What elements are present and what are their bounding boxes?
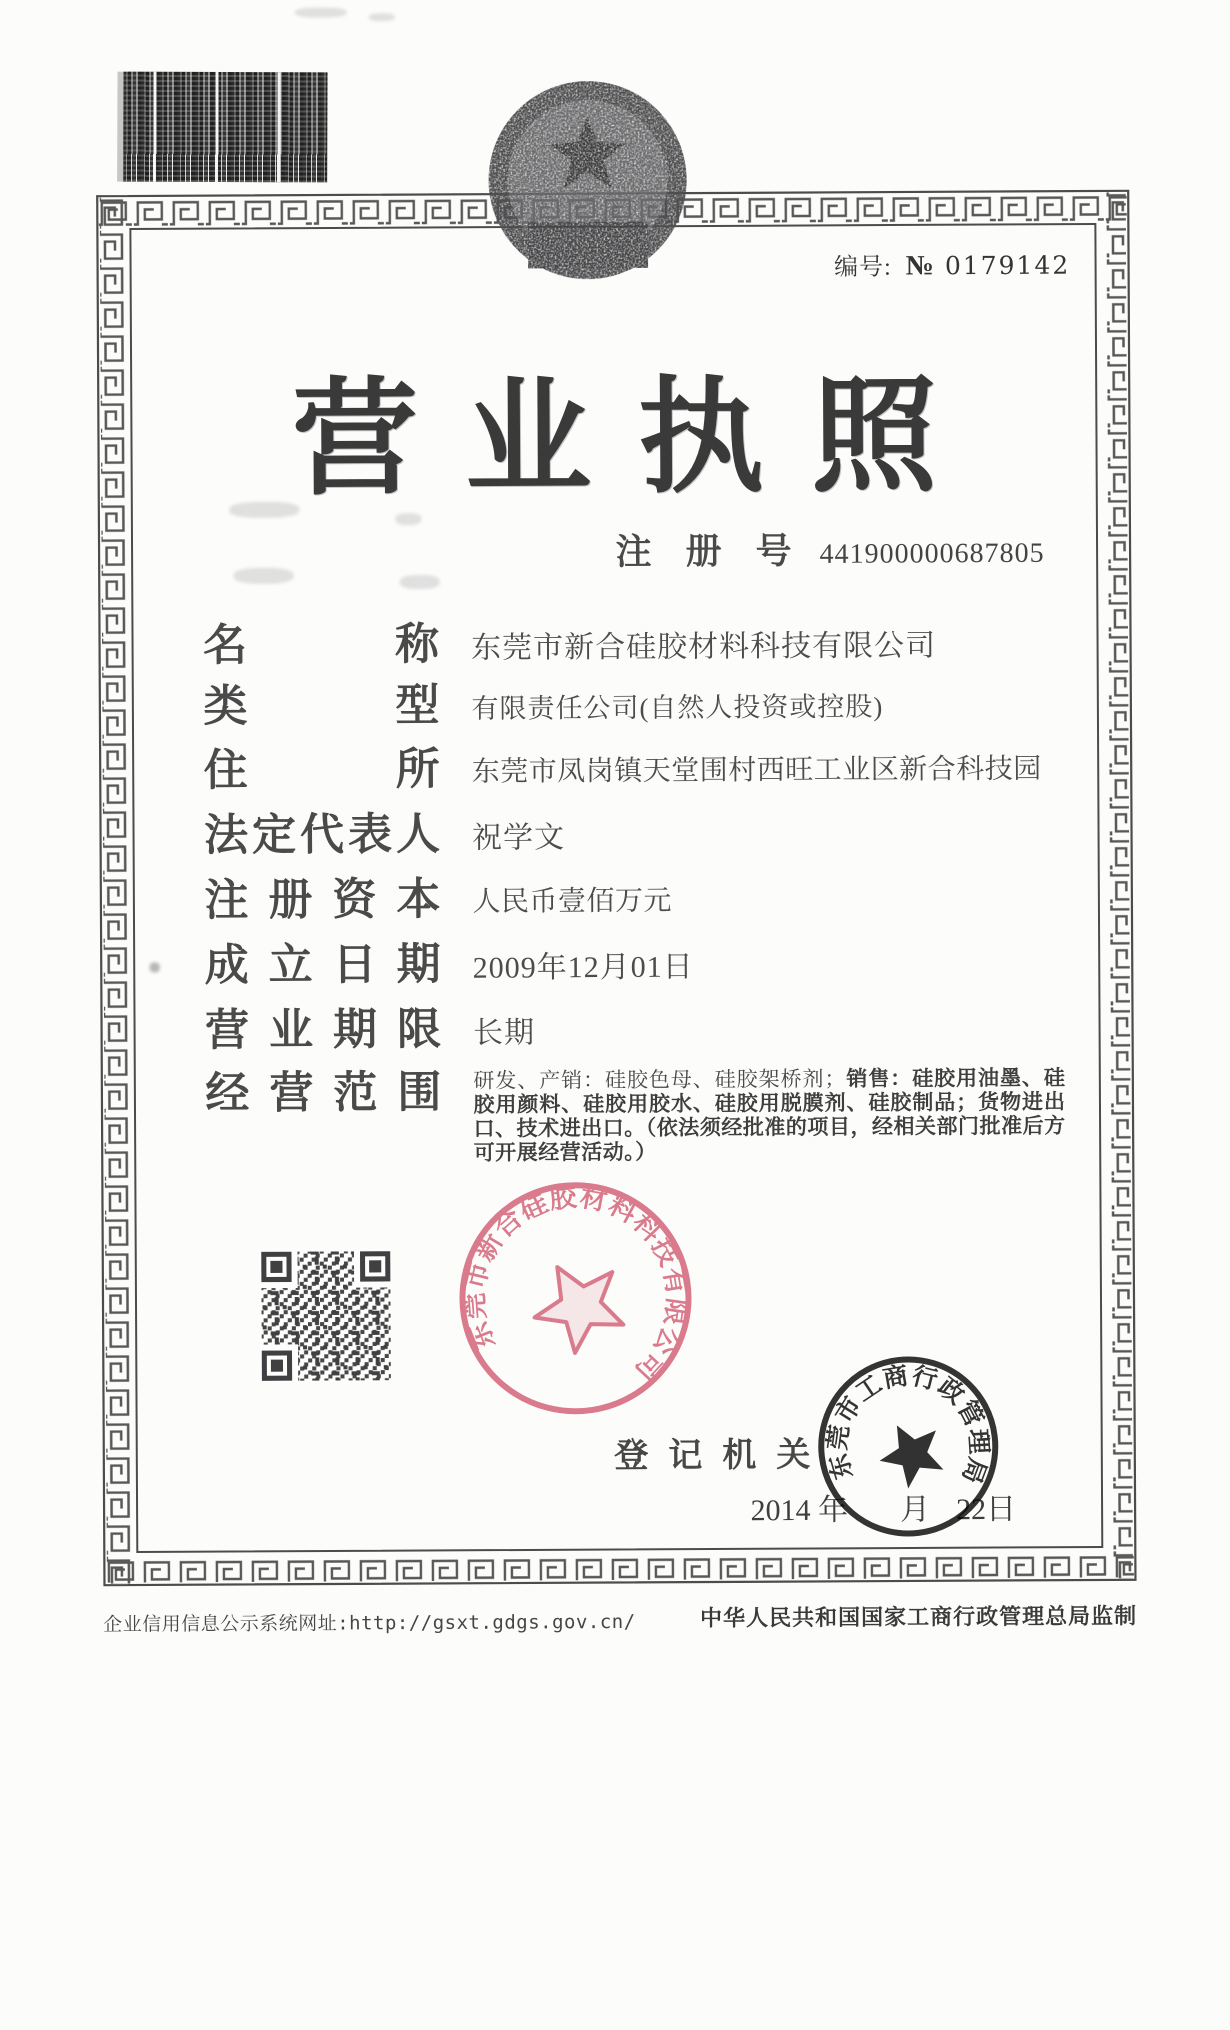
seal-star-icon xyxy=(518,1244,638,1361)
company-seal xyxy=(449,1172,702,1425)
field-value: 长期 xyxy=(473,1016,536,1050)
registration-number-label: 注册号 xyxy=(615,531,792,572)
field-value: 东莞市新合硅胶材料科技有限公司 xyxy=(470,629,937,665)
field-label: 成立日期 xyxy=(204,939,441,991)
serial-number: 0179142 xyxy=(944,250,1071,281)
scan-smudge xyxy=(369,13,395,21)
field-label: 营业期限 xyxy=(204,1004,442,1056)
scope-part1: 研发、产销：硅胶色母、硅胶架桥剂； xyxy=(473,1066,846,1093)
field-value: 有限责任公司(自然人投资或控股) xyxy=(471,691,884,724)
issue-date-year: 2014 年 xyxy=(750,1493,849,1528)
field-value: 2009年12月01日 xyxy=(472,950,694,985)
scan-smudge xyxy=(295,7,347,17)
national-emblem-icon xyxy=(485,76,691,297)
field-value: 人民币壹佰万元 xyxy=(472,885,673,918)
field-label: 住所 xyxy=(203,744,440,796)
registry-stamp xyxy=(812,1350,1005,1543)
registrar-label: 登记机关 xyxy=(614,1436,811,1476)
field-value: 祝学文 xyxy=(471,821,566,855)
field-value: 东莞市凤岗镇天堂围村西旺工业区新合科技园 xyxy=(471,753,1042,788)
field-label: 经营范围 xyxy=(205,1067,442,1119)
field-label: 名称 xyxy=(202,619,440,671)
stamp-star-icon xyxy=(869,1410,954,1494)
issue-date-day: 22日 xyxy=(956,1492,1017,1527)
scope-part2: 销售：硅胶用油墨、硅胶用颜料、硅胶用胶水、硅胶用脱膜剂、硅胶制品；货物进出口、技术进出口。（依法须经批准的项目，经相关部门批准后方可开展经营活动。） xyxy=(473,1065,1066,1165)
issue-date-month: 月 xyxy=(900,1493,931,1527)
registration-number-value: 441900000687805 xyxy=(819,537,1045,570)
company-seal-text: 东莞市新合硅胶材料科技有限公司 xyxy=(458,1181,693,1388)
field-label: 法定代表人 xyxy=(203,809,441,861)
serial-label: 编号: xyxy=(834,254,892,281)
field-label: 类型 xyxy=(203,680,440,732)
license-title: 营业执照 xyxy=(291,368,938,511)
footer-public-info-url: 企业信用信息公示系统网址:http://gsxt.gdgs.gov.cn/ xyxy=(103,1610,636,1636)
numero-symbol: № xyxy=(905,250,935,282)
field-label: 注册资本 xyxy=(204,874,441,926)
registry-stamp-text: 东莞市工商行政管理局 xyxy=(824,1362,992,1488)
barcode xyxy=(123,72,327,183)
footer-issuer: 中华人民共和国国家工商行政管理总局监制 xyxy=(700,1603,1138,1631)
